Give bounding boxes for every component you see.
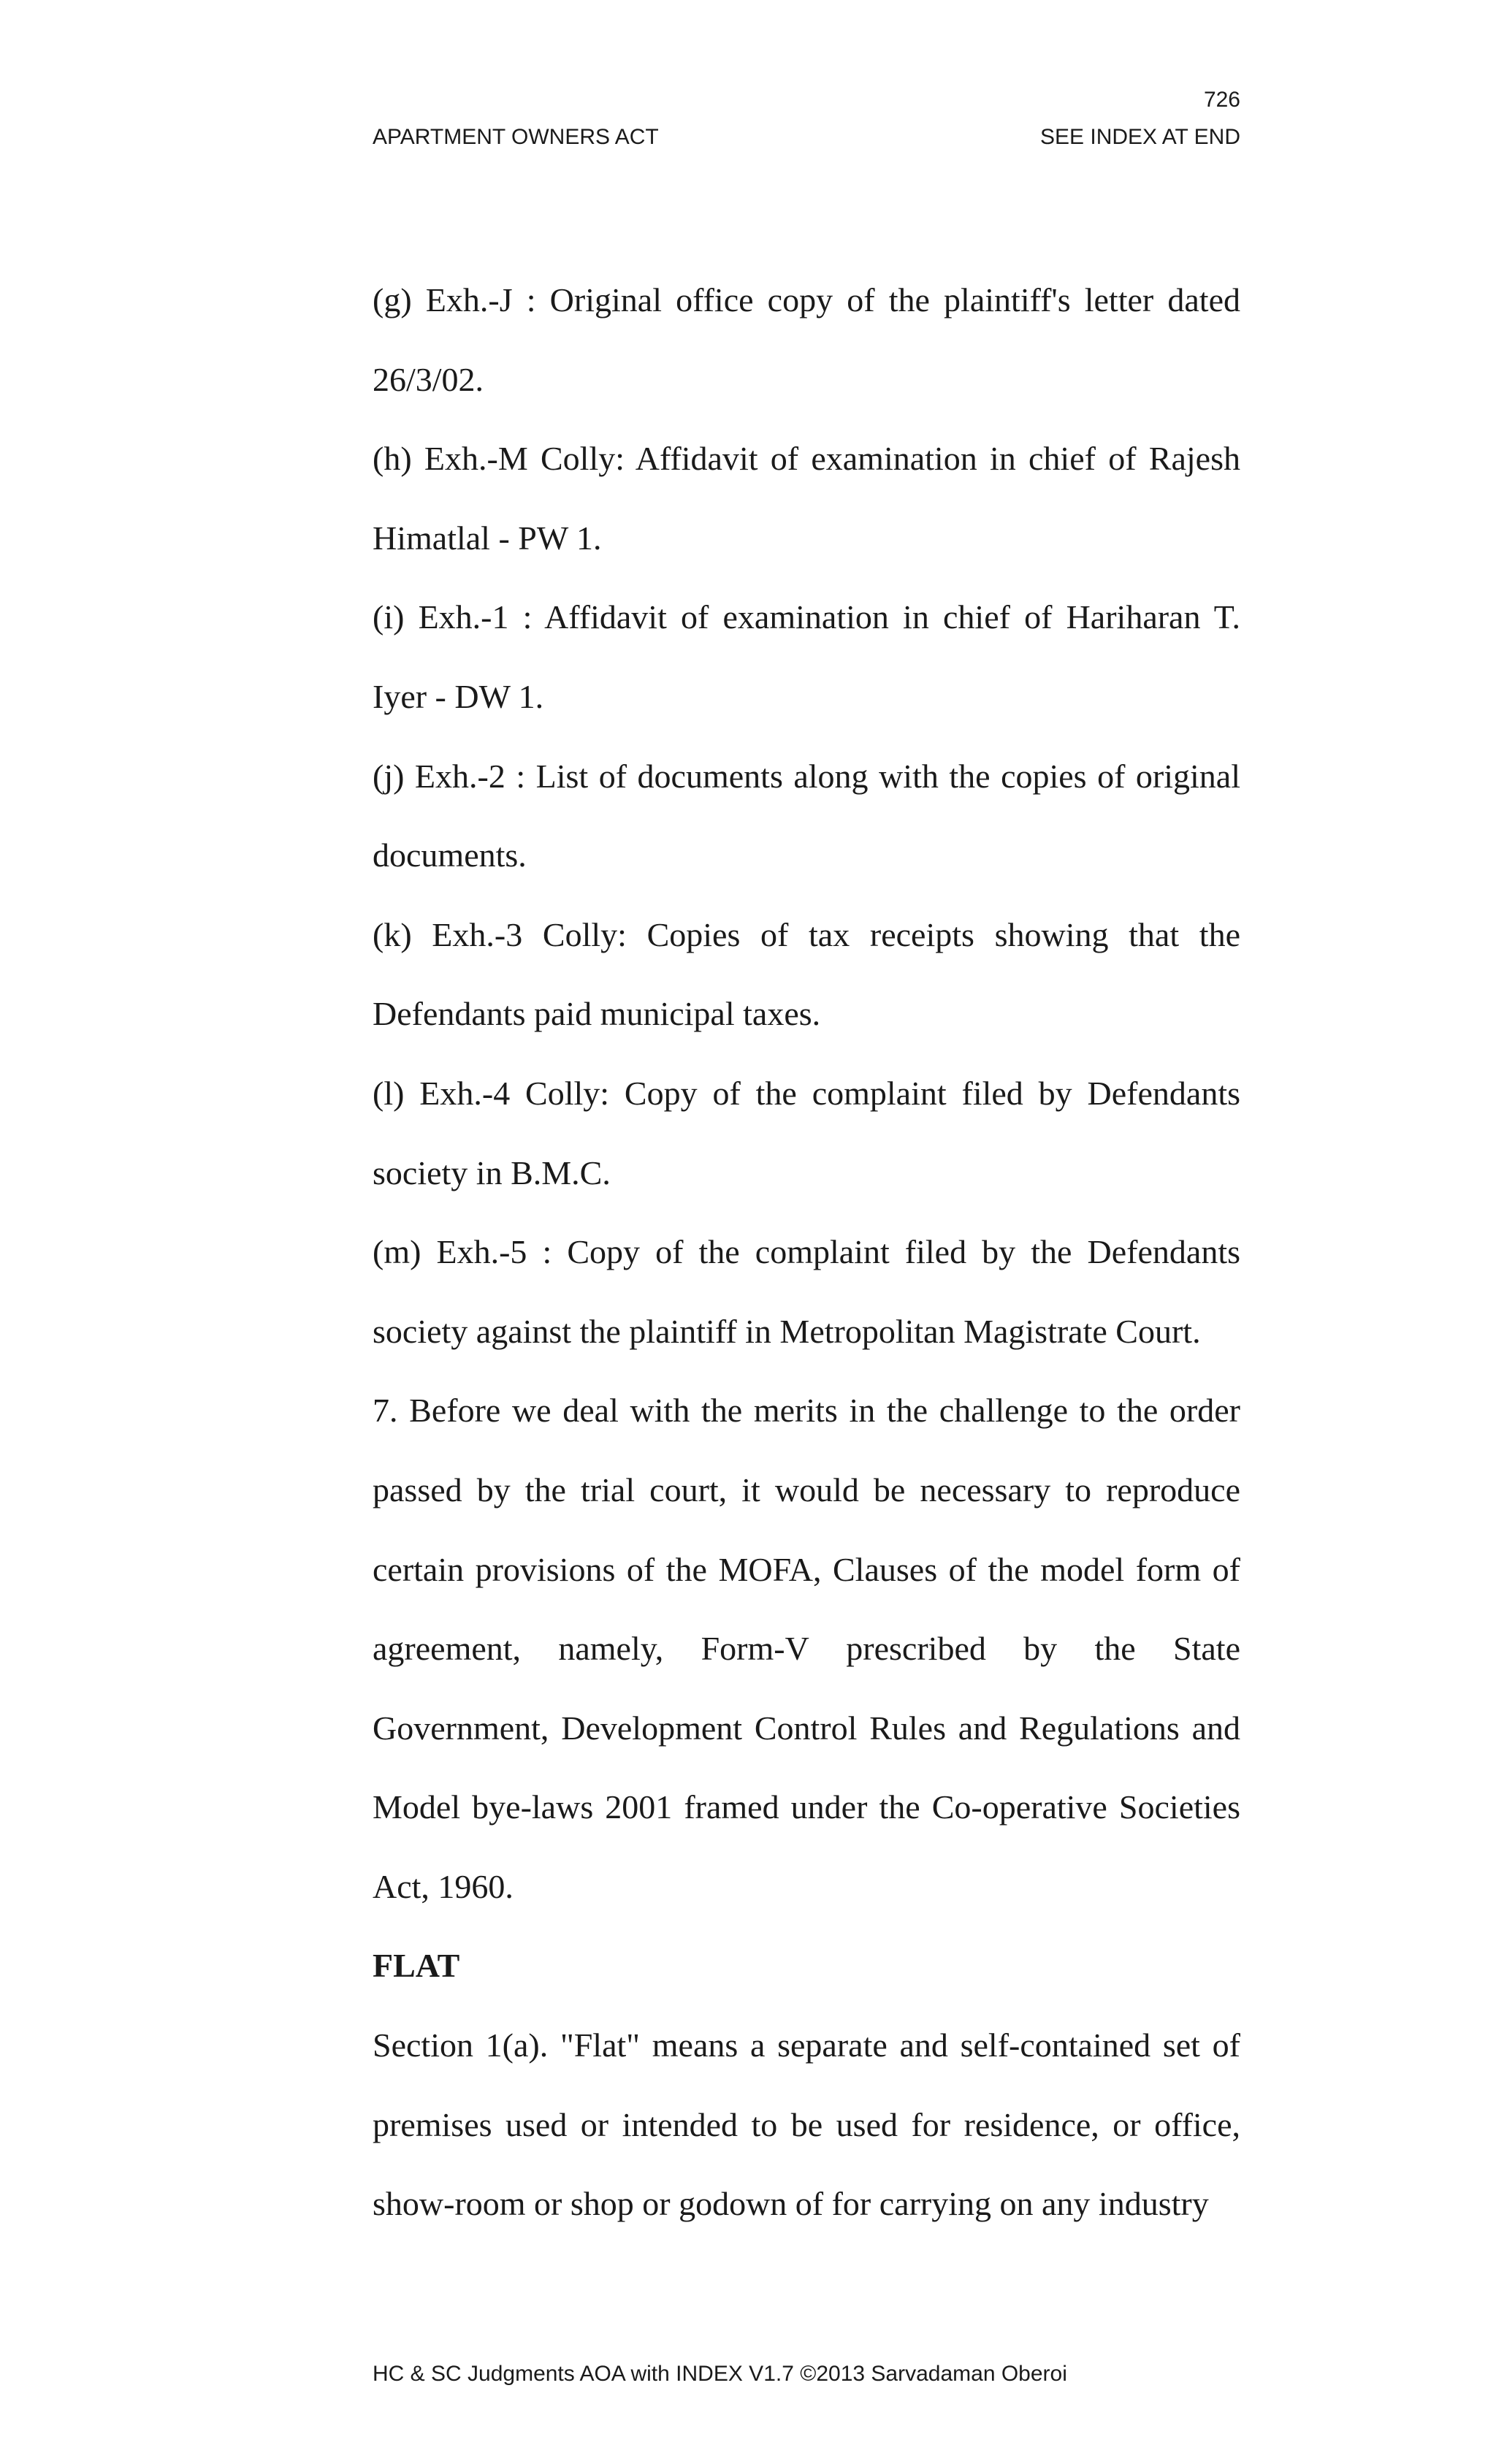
paragraph-exhibit-m: (m) Exh.-5 : Copy of the complaint filed by the Defendants society against the plaintiff in Metropolitan Magistrate Court.: [373, 1233, 1240, 1350]
paragraph-exhibit-l: (l) Exh.-4 Colly: Copy of the complaint filed by Defendants society in B.M.C.: [373, 1074, 1240, 1191]
paragraph-exhibit-g: (g) Exh.-J : Original office copy of the plaintiff's letter dated 26/3/02.: [373, 281, 1240, 398]
running-header-title: APARTMENT OWNERS ACT: [373, 125, 659, 149]
document-body: [373, 261, 1240, 2244]
section-heading: FLAT: [373, 1947, 460, 1985]
page-number: 726: [1203, 88, 1240, 112]
paragraph-exhibit-j: (j) Exh.-2 : List of documents along with the copies of original documents.: [373, 757, 1240, 874]
paragraph-exhibit-k: (k) Exh.-3 Colly: Copies of tax receipts showing that the Defendants paid municipal taxes.: [373, 915, 1240, 1033]
running-header-index-note: SEE INDEX AT END: [1040, 125, 1240, 149]
paragraph-7: 7. Before we deal with the merits in the challenge to the order passed by the trial court, it would be necessary to reproduce certain provisions of the MOFA, Clauses of the model form of agreement, namely, Form-V prescribed by the State Government, Development Control Rules and Regulations and Model bye-laws 2001 framed under the Co-operative Societies Act, 1960.: [373, 1392, 1240, 1905]
paragraph-exhibit-i: (i) Exh.-1 : Affidavit of examination in chief of Hariharan T. Iyer - DW 1.: [373, 598, 1240, 715]
page-footer: HC & SC Judgments AOA with INDEX V1.7 ©2013 Sarvadaman Oberoi: [373, 2362, 1067, 2386]
section-1a-text: Section 1(a). "Flat" means a separate and self-contained set of premises used or intended to be used for residence, or office, show-room or shop or godown of for carrying on any industry: [373, 2026, 1240, 2223]
paragraph-exhibit-h: (h) Exh.-M Colly: Affidavit of examination in chief of Rajesh Himatlal - PW 1.: [373, 440, 1240, 557]
